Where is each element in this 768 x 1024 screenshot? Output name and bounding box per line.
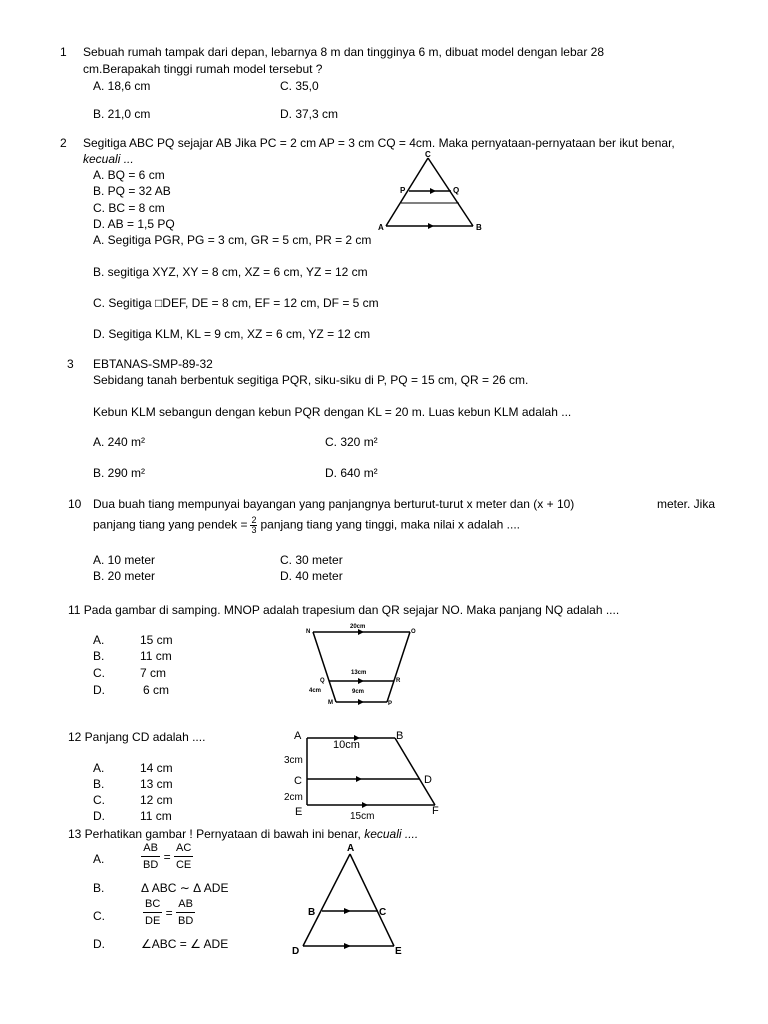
q13-option-a (141, 842, 193, 872)
q11-trapezoid-figure (300, 620, 425, 710)
q2-text-line1: Segitiga ABC PQ sejajar AB Jika PC = 2 cm AP = 3 cm CQ = 4cm. Maka pernyataan-pernyataan ber ikut benar, (83, 136, 675, 150)
q13-side-ad (303, 854, 350, 946)
q2-label-a: A (378, 223, 384, 232)
q12-value-a: 14 cm (140, 761, 173, 775)
q2-label-q: Q (453, 186, 460, 195)
q13-a-equals: = (163, 850, 171, 864)
q2-arrow-pq (430, 188, 436, 194)
q13-c-left-den: DE (145, 915, 161, 927)
q13-c-right-frac (176, 898, 195, 928)
q12-label-ac: 3cm (284, 755, 303, 766)
q12-label-d: D (424, 774, 432, 786)
q13-a-right-frac (174, 842, 193, 872)
q12-label-ef: 15cm (350, 811, 375, 822)
q1-option-d: D. 37,3 cm (280, 107, 339, 121)
q13-option-c (143, 898, 195, 928)
q11-label-side: 4cm (309, 688, 322, 694)
q12-label-f: F (432, 805, 439, 817)
q2-side-bc (428, 158, 473, 226)
q3-option-c: C. 320 m² (325, 435, 378, 449)
q12-label-ce: 2cm (284, 792, 303, 803)
q12-segment-bf (395, 738, 435, 805)
q13-text-italic: kecuali .... (364, 827, 419, 841)
q1-number: 1 (60, 45, 67, 59)
q2-extra-a: A. Segitiga PGR, PG = 3 cm, GR = 5 cm, PR = 2 cm (93, 233, 372, 247)
q1-text-line2: cm.Berapakah tinggi rumah model tersebut ? (83, 62, 323, 76)
q11-label-m: M (328, 700, 333, 706)
q10-text-line2 (93, 516, 520, 535)
q12-label-b: B (396, 730, 404, 742)
q13-label-d: D (292, 946, 300, 957)
q11-label-r: R (396, 678, 401, 684)
q11-label-top: 20cm (350, 624, 366, 630)
q3-number: 3 (67, 357, 74, 371)
q11-value-a: 15 cm (140, 633, 173, 647)
q13-label-d: D. (93, 937, 105, 951)
q11-label-n: N (306, 629, 311, 635)
q10-fraction-numerator: 2 (251, 515, 257, 525)
q13-a-left-num: AB (141, 842, 160, 857)
q13-label-e: E (395, 946, 402, 957)
q12-label-c: C. (93, 793, 105, 807)
q13-arrow-de (344, 943, 351, 949)
q11-value-c: 7 cm (140, 666, 167, 680)
q13-c-left-frac (143, 898, 162, 928)
q2-label-c: C (425, 150, 431, 159)
q12-value-d: 11 cm (140, 809, 172, 823)
q10-fraction (250, 516, 257, 535)
q2-option-b: B. PQ = 32 AB (93, 184, 171, 198)
q2-triangle-figure (370, 148, 490, 238)
q10-text-line1-end: meter. Jika (657, 497, 716, 511)
q12-value-b: 13 cm (140, 777, 173, 791)
q10-option-b: B. 20 meter (93, 569, 156, 583)
q13-c-right-den: BD (177, 915, 194, 927)
q3-option-d: D. 640 m² (325, 466, 378, 480)
q13-label-b: B. (93, 881, 105, 895)
q2-option-a: A. BQ = 6 cm (93, 168, 165, 182)
q1-text-line1: Sebuah rumah tampak dari depan, lebarnya 8 m dan tingginya 6 m, dibuat model dengan lebar 28 (83, 45, 605, 59)
q2-text-line2: kecuali ... (83, 152, 134, 166)
q12-figure (280, 726, 450, 822)
q10-text-line1: Dua buah tiang mempunyai bayangan yang panjangnya berturut-turut x meter dan (x + 10) (93, 497, 575, 511)
q1-option-c: C. 35,0 (280, 79, 319, 93)
q10-fraction-denominator: 3 (251, 525, 257, 535)
q11-arrow-mp (358, 699, 364, 705)
q2-label-b: B (476, 223, 482, 232)
q13-label-b: B (308, 907, 316, 918)
q2-label-p: P (400, 186, 406, 195)
q11-label-c: C. (93, 666, 105, 680)
q2-extra-d: D. Segitiga KLM, KL = 9 cm, XZ = 6 cm, YZ = 12 cm (93, 327, 371, 341)
q10-text-line2-start: panjang tiang yang pendek = (93, 517, 248, 532)
q13-label-c: C. (93, 909, 105, 923)
q12-arrow-ef (362, 802, 368, 808)
q10-number: 10 (68, 497, 82, 511)
q11-label-mid: 13cm (351, 670, 367, 676)
q11-value-d: 6 cm (143, 683, 170, 697)
q13-label-c: C (379, 907, 387, 918)
q10-option-c: C. 30 meter (280, 553, 343, 567)
q3-text-line1: Sebidang tanah berbentuk segitiga PQR, siku-siku di P, PQ = 15 cm, QR = 26 cm. (93, 373, 529, 387)
q11-label-b: B. (93, 649, 105, 663)
q12-label-a: A (294, 730, 302, 742)
q12-label-e: E (295, 806, 303, 818)
q12-arrow-cd (356, 776, 362, 782)
q13-side-ae (350, 854, 394, 946)
q13-label-a: A (347, 843, 355, 854)
q1-option-a: A. 18,6 cm (93, 79, 151, 93)
q12-text: 12 Panjang CD adalah .... (68, 730, 206, 744)
q3-option-a: A. 240 m² (93, 435, 146, 449)
q2-option-d: D. AB = 1,5 PQ (93, 217, 175, 231)
q13-a-right-num: AC (174, 842, 193, 857)
q11-arrow-qr (358, 678, 364, 684)
q2-arrow-ab (428, 223, 434, 229)
q13-a-left-den: BD (143, 859, 159, 871)
q2-extra-b: B. segitiga XYZ, XY = 8 cm, XZ = 6 cm, YZ = 12 cm (93, 265, 368, 279)
q11-label-d: D. (93, 683, 105, 697)
q13-c-left-num: BC (143, 898, 162, 913)
q2-extra-c: C. Segitiga □DEF, DE = 8 cm, EF = 12 cm, DF = 5 cm (93, 296, 379, 310)
q11-label-a: A. (93, 633, 105, 647)
q13-triangle-figure (290, 840, 415, 960)
q12-value-c: 12 cm (140, 793, 173, 807)
q10-option-d: D. 40 meter (280, 569, 343, 583)
q13-a-left-frac (141, 842, 160, 872)
q3-text-line2: Kebun KLM sebangun dengan kebun PQR dengan KL = 20 m. Luas kebun KLM adalah ... (93, 405, 572, 419)
q13-text-main: 13 Perhatikan gambar ! Pernyataan di bawah ini benar, (68, 827, 361, 841)
q13-option-d: ∠ABC = ∠ ADE (141, 937, 229, 951)
q11-label-p: P (388, 701, 393, 707)
q11-side-op (387, 632, 410, 702)
q13-option-b: Δ ABC ∼ Δ ADE (141, 881, 229, 895)
q13-c-right-num: AB (176, 898, 195, 913)
q12-label-a: A. (93, 761, 105, 775)
q12-label-ab: 10cm (333, 739, 360, 751)
q10-option-a: A. 10 meter (93, 553, 156, 567)
q3-option-b: B. 290 m² (93, 466, 146, 480)
q2-number: 2 (60, 136, 67, 150)
q11-label-o: O (411, 629, 416, 635)
q10-text-line2-end: panjang tiang yang tinggi, maka nilai x adalah .... (260, 517, 520, 532)
q13-a-right-den: CE (175, 859, 192, 871)
q13-label-a: A. (93, 852, 105, 866)
q11-value-b: 11 cm (140, 649, 172, 663)
q13-arrow-bc (344, 908, 351, 914)
q12-label-b: B. (93, 777, 105, 791)
q11-text: 11 Pada gambar di samping. MNOP adalah trapesium dan QR sejajar NO. Maka panjang NQ adalah .... (68, 603, 620, 617)
q11-label-bottom: 9cm (352, 689, 365, 695)
q2-option-c: C. BC = 8 cm (93, 201, 165, 215)
q11-label-q: Q (320, 678, 325, 684)
q1-option-b: B. 21,0 cm (93, 107, 151, 121)
q12-label-d: D. (93, 809, 105, 823)
q12-label-c: C (294, 775, 302, 787)
q13-c-equals: = (165, 906, 173, 920)
q2-side-ac (386, 158, 428, 226)
q3-source: EBTANAS-SMP-89-32 (93, 357, 213, 371)
